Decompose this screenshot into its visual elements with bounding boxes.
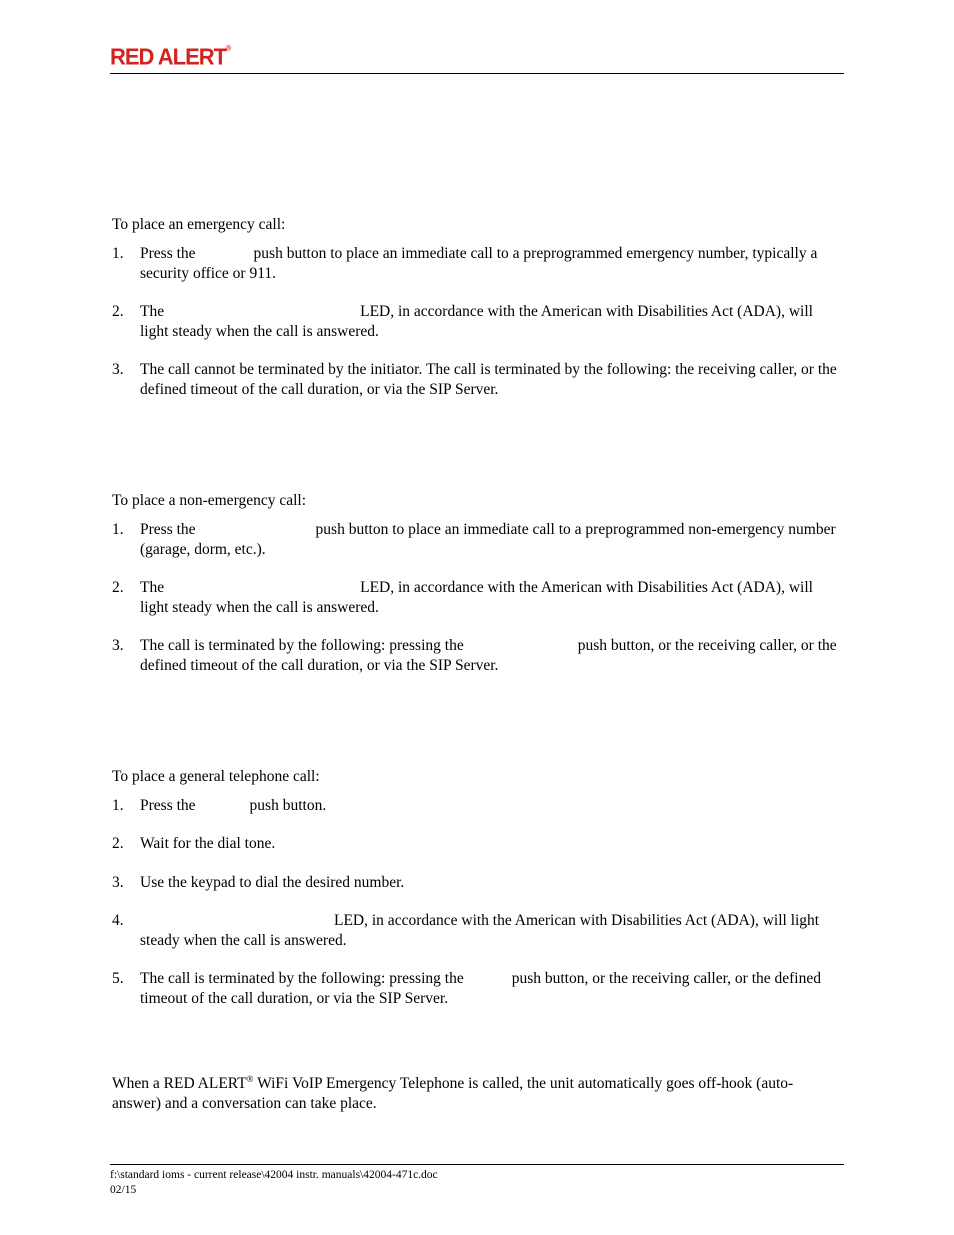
step-number: 2. <box>112 303 124 320</box>
step-text-pre: The <box>140 303 165 320</box>
step-number: 5. <box>112 970 124 987</box>
logo-registered-mark: ® <box>226 45 232 53</box>
footer <box>110 1168 438 1198</box>
step-text-pre: The call is terminated by the following: pressing the <box>140 970 464 987</box>
emergency-intro: To place an emergency call: <box>112 216 286 233</box>
incoming-call-paragraph <box>112 1069 842 1114</box>
step-text-post: push button, or the receiving caller, or the defined timeout of the call duration, or via the SIP Server. <box>140 637 837 674</box>
step-text-pre: The <box>140 579 165 596</box>
step-text-post: push button to place an immediate call to a preprogrammed non-emergency number (garage, dorm, etc.). <box>140 521 836 558</box>
step-number: 3. <box>112 637 124 654</box>
general-intro: To place a general telephone call: <box>112 768 320 785</box>
step-text-post: push button, or the receiving caller, or the defined timeout of the call duration, or via the SIP Server. <box>140 970 821 1007</box>
step-text-post: LED, in accordance with the American with Disabilities Act (ADA), will light steady when the call is answered. <box>140 303 813 340</box>
footer-rule <box>110 1164 844 1165</box>
footer-date: 02/15 <box>110 1184 137 1196</box>
para-text-pre: When a RED ALERT <box>112 1075 247 1093</box>
step-number: 4. <box>112 912 124 929</box>
step-text-pre: Press the <box>140 521 196 538</box>
step-text-post: push button to place an immediate call to a preprogrammed emergency number, typically a security office or 911. <box>140 245 818 282</box>
step-text-pre: Press the <box>140 797 196 814</box>
step-text-post: LED, in accordance with the American with Disabilities Act (ADA), will light steady when the call is answered. <box>140 912 820 949</box>
step-text-pre: Press the <box>140 245 196 262</box>
step-number: 2. <box>112 579 124 596</box>
registered-mark: ® <box>246 1074 254 1084</box>
step-text: The call cannot be terminated by the initiator. The call is terminated by the following: the receiving caller, or the defined timeout of the call duration, or via the SIP Server. <box>140 361 837 398</box>
logo-text: RED ALERT <box>110 43 227 70</box>
step-text-post: LED, in accordance with the American with Disabilities Act (ADA), will light steady when the call is answered. <box>140 579 813 616</box>
para-text-post: WiFi VoIP Emergency Telephone is called, the unit automatically goes off-hook (auto-answer) and a conversation can take place. <box>112 1075 794 1113</box>
step-number: 2. <box>112 835 124 852</box>
header-rule <box>110 73 844 74</box>
step-text-post: push button. <box>249 797 327 814</box>
step-number: 1. <box>112 797 124 814</box>
step-number: 1. <box>112 245 124 262</box>
step-text: Wait for the dial tone. <box>140 835 276 852</box>
nonemergency-intro: To place a non-emergency call: <box>112 492 307 509</box>
step-number: 1. <box>112 521 124 538</box>
step-number: 3. <box>112 874 124 891</box>
step-text-pre: The call is terminated by the following: pressing the <box>140 637 464 654</box>
red-alert-logo <box>110 43 231 70</box>
step-text: Use the keypad to dial the desired number. <box>140 874 405 891</box>
step-number: 3. <box>112 361 124 378</box>
footer-file-path: f:\standard ioms - current release\42004 instr. manuals\42004-471c.doc <box>110 1169 438 1181</box>
